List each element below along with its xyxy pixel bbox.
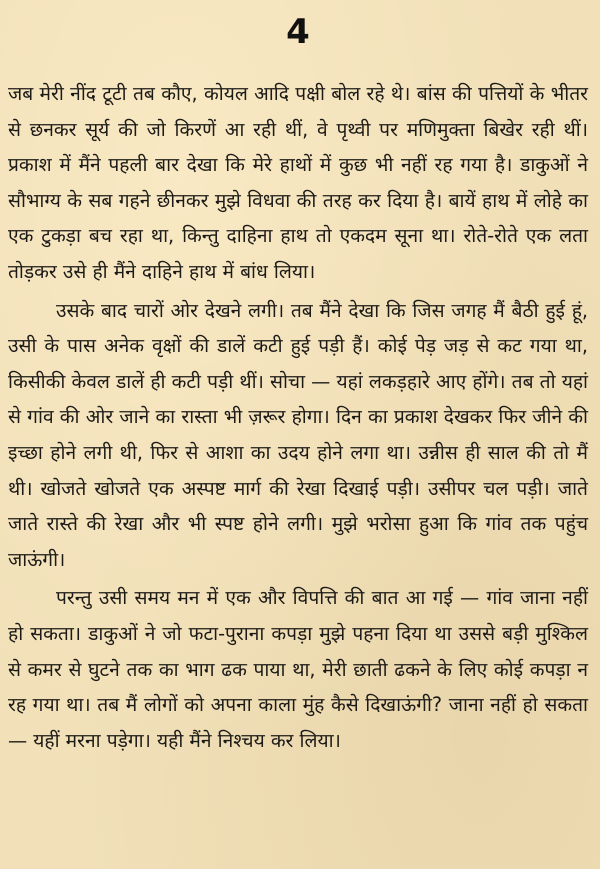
chapter-number: 4 (286, 12, 310, 52)
paragraph-2: उसके बाद चारों ओर देखने लगी। तब मैंने देखा कि जिस जगह मैं बैठी हुई हूं, उसी के पास अनेक वृक्षों की डालें कटी हुई पड़ी हैं। कोई पेड़ जड़ से कट गया था, किसीकी केवल डालें ही कटी पड़ी थीं। सोचा — यहां लकड़हारे आए होंगे। तब तो यहां से गांव की ओर जाने का रास्ता भी ज़रूर होगा। दिन का प्रकाश देखकर फिर जीने की इच्छा होने लगी थी, फिर से आशा का उदय होने लगा था। उन्नीस ही साल की तो मैं थी। खोजते खोजते एक अस्पष्ट मार्ग की रेखा दिखाई पड़ी। उसीपर चल पड़ी। जाते जाते रास्ते की रेखा और भी स्पष्ट होने लगी। मुझे भरोसा हुआ कि गांव तक पहुंच जाऊंगी। (8, 298, 588, 571)
paragraph-3: परन्तु उसी समय मन में एक और विपत्ति की बात आ गई — गांव जाना नहीं हो सकता। डाकुओं ने जो फटा-पुराना कपड़ा मुझे पहना दिया था उससे बड़ी मुश्किल से कमर से घुटने तक का भाग ढक पाया था, मेरी छाती ढकने के लिए कोई कपड़ा न रह गया था। तब मैं लोगों को अपना काला मुंह कैसे दिखाऊंगी? जाना नहीं हो सकता — यहीं मरना पड़ेगा। यही मैंने निश्चय कर लिया। (8, 586, 588, 752)
paragraph-1: जब मेरी नींद टूटी तब कौए, कोयल आदि पक्षी बोल रहे थे। बांस की पत्तियों के भीतर से छनकर सूर्य की जो किरणें आ रही थीं, वे पृथ्वी पर मणिमुक्ता बिखेर रही थीं। प्रकाश में मैंने पहली बार देखा कि मेरे हाथों में कुछ भी नहीं रह गया है। डाकुओं ने सौभाग्य के सब गहने छीनकर मुझे विधवा की तरह कर दिया है। बायें हाथ में लोहे का एक टुकड़ा बच रहा था, किन्तु दाहिना हाथ तो एकदम सूना था। रोते-रोते एक लता तोड़कर उसे ही मैंने दाहिने हाथ में बांध लिया। (8, 82, 588, 283)
